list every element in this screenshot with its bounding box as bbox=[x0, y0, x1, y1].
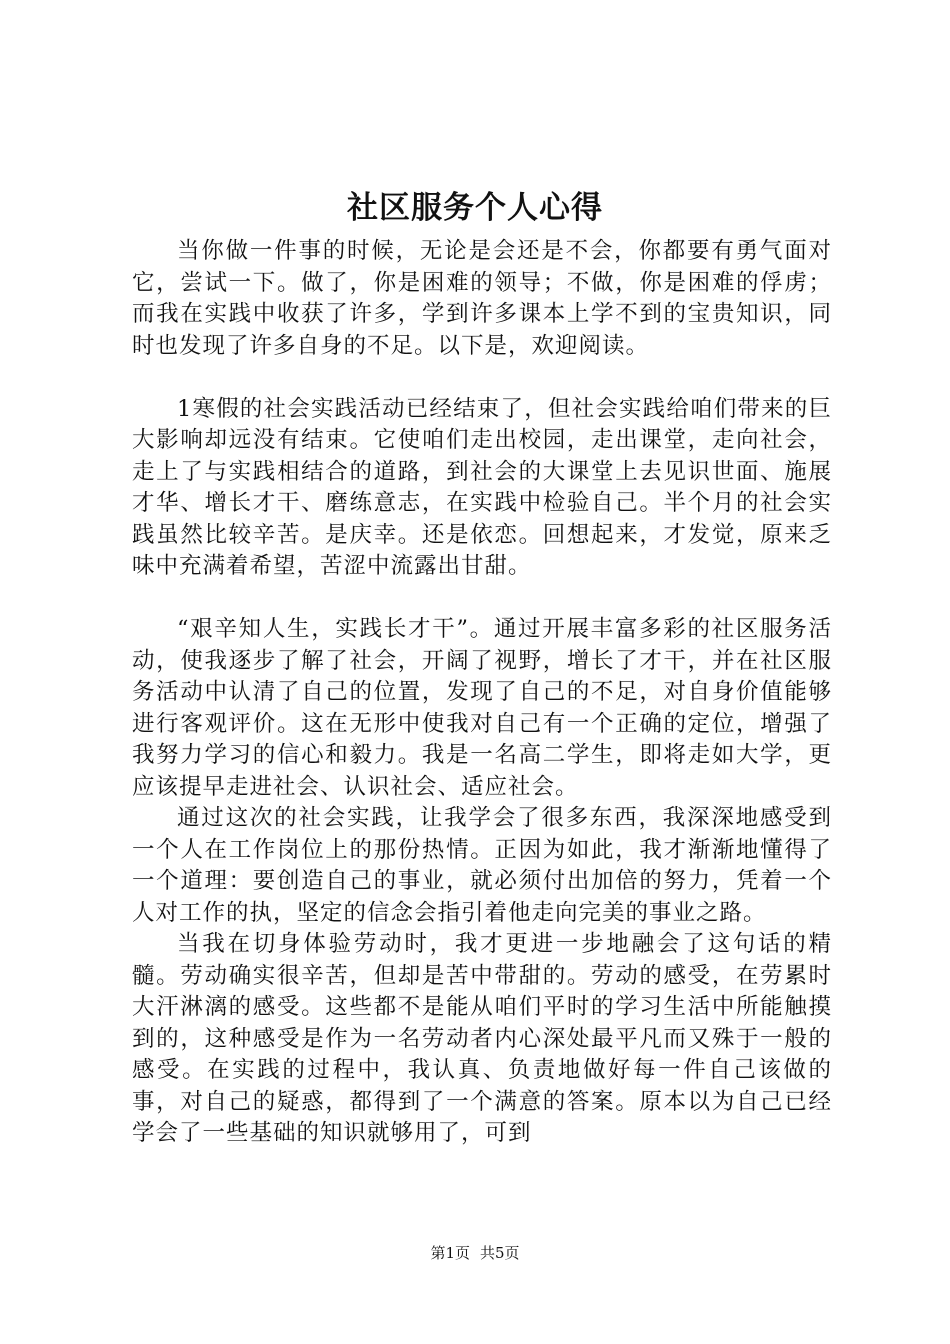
page-footer bbox=[0, 1242, 950, 1264]
document-body bbox=[132, 236, 832, 1150]
page-number: 第1页 bbox=[430, 1244, 470, 1262]
paragraph-spacer bbox=[132, 583, 832, 615]
page-count: 共5页 bbox=[480, 1244, 520, 1262]
paragraph-winter-practice: 1寒假的社会实践活动已经结束了，但社会实践给咱们带来的巨大影响却远没有结束。它使咱们走出校园，走出课堂，走向社会，走上了与实践相结合的道路，到社会的大课堂上去见识世面、施展才华、增长才干、磨练意志，在实践中检验自己。半个月的社会实践虽然比较辛苦。是庆幸。还是依恋。回想起来，才发觉，原来乏味中充满着希望，苦涩中流露出甘甜。 bbox=[132, 395, 832, 579]
paragraph-learned: 通过这次的社会实践，让我学会了很多东西，我深深地感受到一个人在工作岗位上的那份热情。正因为如此，我才渐渐地懂得了一个道理：要创造自己的事业，就必须付出加倍的努力，凭着一个人对工作的执，坚定的信念会指引着他走向完美的事业之路。 bbox=[132, 805, 832, 926]
paragraph-spacer bbox=[132, 362, 832, 394]
paragraph-intro: 当你做一件事的时候，无论是会还是不会，你都要有勇气面对它，尝试一下。做了，你是困难的领导；不做，你是困难的俘虏；而我在实践中收获了许多，学到许多课本上学不到的宝贵知识，同时也发现了许多自身的不足。以下是，欢迎阅读。 bbox=[132, 238, 832, 359]
document-title: 社区服务个人心得 bbox=[347, 190, 603, 226]
paragraph-hardship: “艰辛知人生，实践长才干”。通过开展丰富多彩的社区服务活动，使我逐步了解了社会，开阔了视野，增长了才干，并在社区服务活动中认清了自己的位置，发现了自己的不足，对自身价值能够进行客观评价。这在无形中使我对自己有一个正确的定位，增强了我努力学习的信心和毅力。我是一名高二学生，即将走如大学，更应该提早走进社会、认识社会、适应社会。 bbox=[132, 616, 832, 800]
paragraph-labor: 当我在切身体验劳动时，我才更进一步地融会了这句话的精髓。劳动确实很辛苦，但却是苦中带甜的。劳动的感受，在劳累时大汗淋漓的感受。这些都不是能从咱们平时的学习生活中所能触摸到的，这种感受是作为一名劳动者内心深处最平凡而又殊于一般的感受。在实践的过程中，我认真、负责地做好每一件自己该做的事，对自己的疑惑，都得到了一个满意的答案。原本以为自己已经学会了一些基础的知识就够用了，可到 bbox=[132, 931, 832, 1146]
